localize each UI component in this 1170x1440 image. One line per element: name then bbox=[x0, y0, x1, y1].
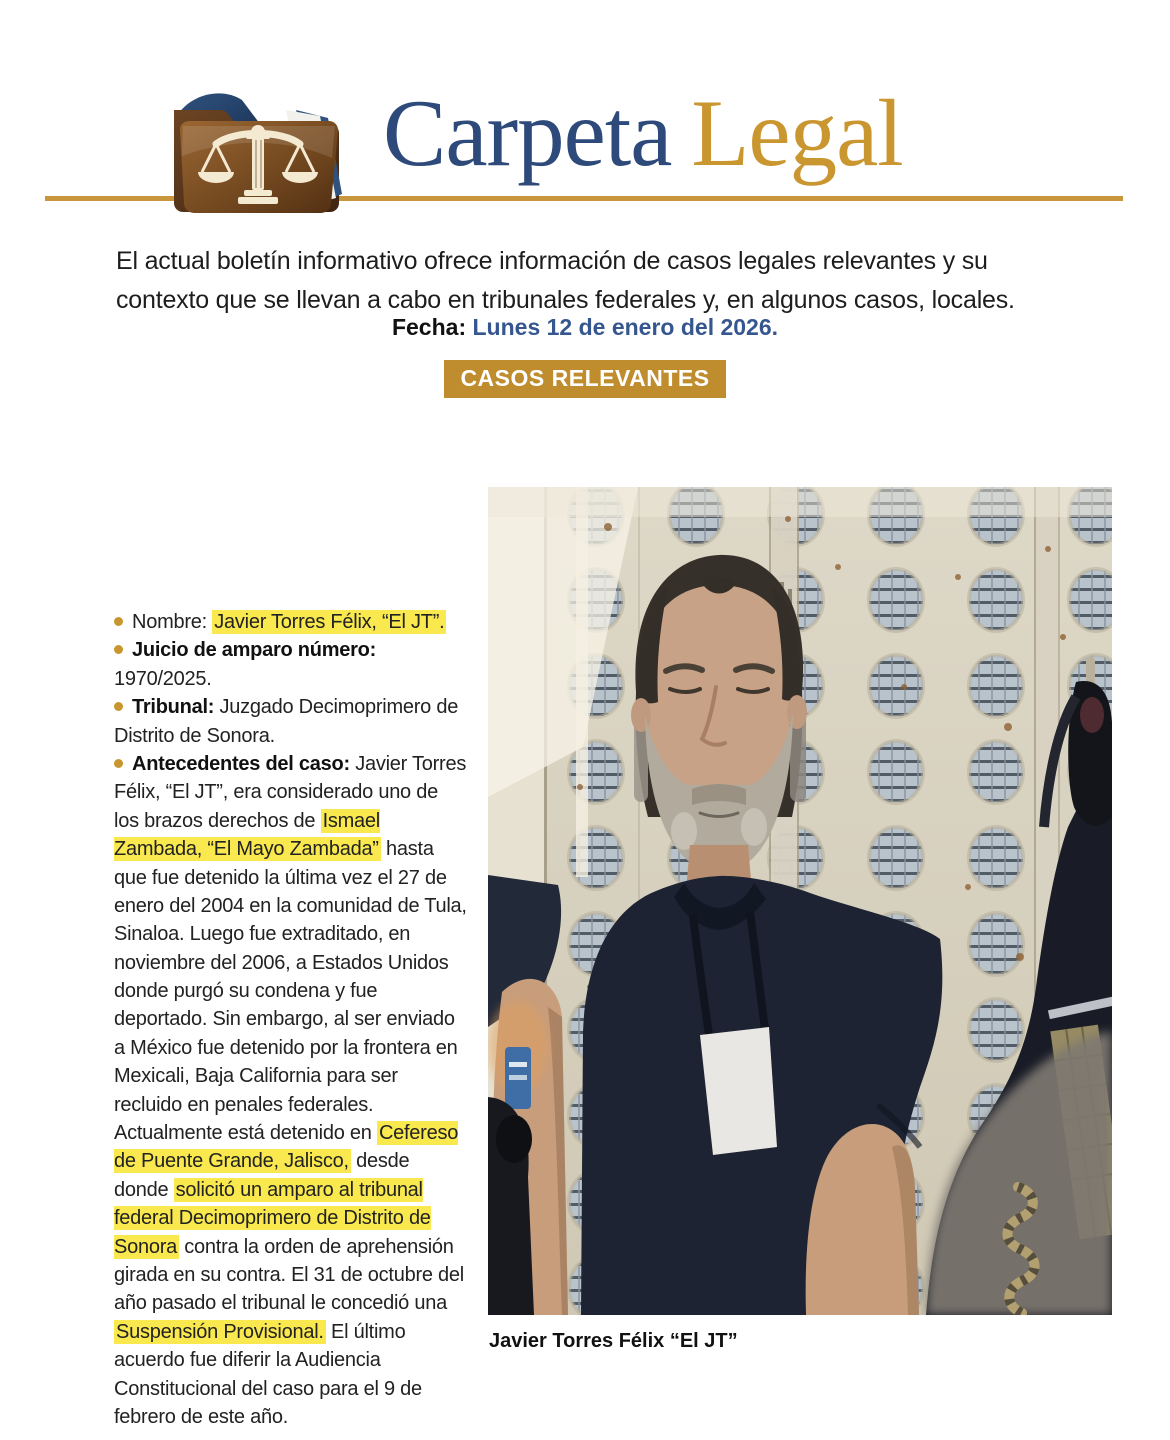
bullet-text: desde donde bbox=[114, 1150, 410, 1201]
bullet-dot-icon bbox=[114, 702, 123, 711]
case-photo bbox=[488, 487, 1112, 1315]
highlighted-text: solicitó un amparo al tribunal federal Decimoprimero de Distrito de Sonora bbox=[114, 1178, 431, 1258]
bullet-item bbox=[114, 750, 468, 1431]
bullet-dot-icon bbox=[114, 645, 123, 654]
brand-carpeta: Carpeta bbox=[383, 80, 672, 186]
bullet-item bbox=[114, 636, 468, 693]
bullet-text: hasta que fue detenido la última vez el 27 de enero del 2004 en la comunidad de Tula, Sinaloa. Luego fue extraditado, en noviembre del 2006, a Estados Unidos donde purgó su condena y fue deportado. Sin embargo, al ser enviado a México fue detenido por la frontera en Mexicali, Baja California para ser recluido en penales federales. Actualmente está detenido en bbox=[114, 838, 467, 1145]
date-value: Lunes 12 de enero del 2026. bbox=[466, 314, 779, 340]
detainee-photo-illustration bbox=[488, 487, 1112, 1315]
section-badge-row bbox=[0, 360, 1170, 398]
section-badge: CASOS RELEVANTES bbox=[444, 360, 725, 398]
bullet-text: Juicio de amparo número: bbox=[132, 639, 377, 662]
brand-legal: Legal bbox=[691, 80, 903, 186]
bullet-text: Nombre: bbox=[132, 611, 213, 633]
bullet-text: Antecedentes del caso: bbox=[132, 752, 350, 775]
intro-paragraph: El actual boletín informativo ofrece información de casos legales relevantes y su contexto que se llevan a cabo en tribunales federales y, en algunos casos, locales. bbox=[116, 247, 1015, 314]
bullet-text: Javier Torres Félix, “El JT”, era considerado uno de los brazos derechos de bbox=[114, 752, 467, 832]
bullet-text: 1970/2025. bbox=[114, 667, 212, 690]
bullet-item bbox=[114, 693, 468, 750]
brand-wordmark bbox=[383, 80, 903, 186]
bullet-text: Juzgado Decimoprimero de Distrito de Sonora. bbox=[114, 696, 459, 747]
date-label: Fecha: bbox=[391, 314, 467, 340]
highlighted-text: Ismael Zambada, “El Mayo Zambada” bbox=[114, 809, 380, 861]
bullet-dot-icon bbox=[114, 759, 123, 768]
highlighted-text: Cefereso de Puente Grande, Jalisco, bbox=[114, 1122, 459, 1173]
case-bullet-list bbox=[114, 608, 468, 1431]
bullet-text: contra la orden de aprehensión girada en su contra. El 31 de octubre del año pasado el tribunal le concedió una bbox=[114, 1235, 464, 1315]
highlighted-text: Suspensión Provisional. bbox=[116, 1320, 324, 1343]
highlighted-text: Javier Torres Félix, “El JT”. bbox=[214, 611, 445, 633]
folder-scales-logo-icon bbox=[158, 80, 358, 220]
bullet-text: Tribunal: bbox=[132, 696, 215, 719]
bullet-dot-icon bbox=[114, 617, 123, 626]
date-line bbox=[0, 314, 1170, 341]
bullet-text: El último acuerdo fue diferir la Audiencia Constitucional del caso para el 9 de febrero de este año. bbox=[114, 1320, 422, 1428]
bullet-item bbox=[114, 608, 468, 636]
photo-caption: Javier Torres Félix “El JT” bbox=[489, 1330, 738, 1352]
